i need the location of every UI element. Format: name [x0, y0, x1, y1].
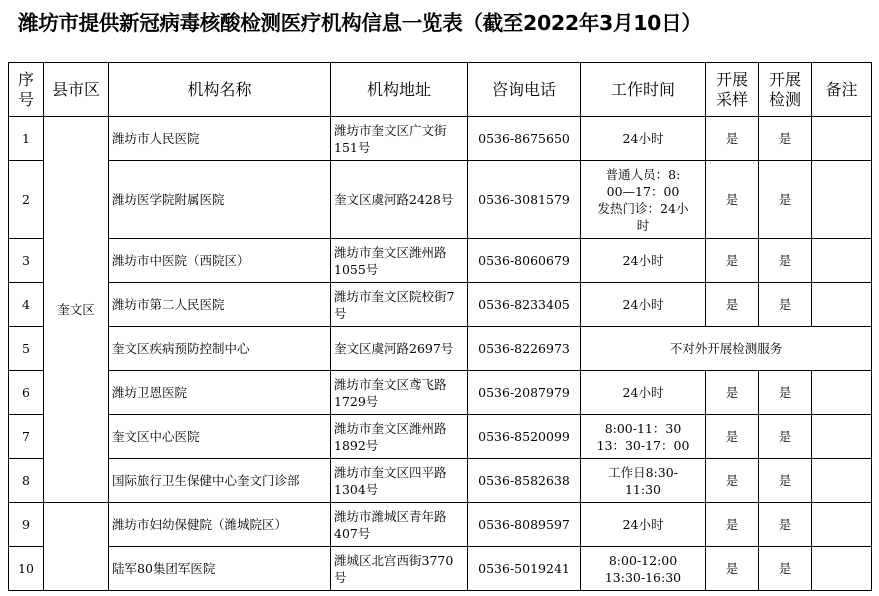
cell-remark [812, 547, 872, 591]
institution-table [8, 62, 872, 591]
cell-sampling: 是 [706, 547, 759, 591]
cell-testing: 是 [759, 239, 812, 283]
cell-sampling: 是 [706, 415, 759, 459]
table-row [9, 283, 872, 327]
page-title: 潍坊市提供新冠病毒核酸检测医疗机构信息一览表（截至2022年3月10日） [18, 11, 702, 35]
cell-phone: 0536-8226973 [468, 327, 581, 371]
table-row [9, 239, 872, 283]
cell-name: 奎文区疾病预防控制中心 [109, 327, 331, 371]
cell-address: 潍城区北宫西街3770号 [331, 547, 468, 591]
cell-remark [812, 161, 872, 239]
cell-hours: 工作日8:30- 11:30 [581, 459, 706, 503]
cell-name: 潍坊市中医院（西院区） [109, 239, 331, 283]
cell-seq: 9 [9, 503, 44, 547]
cell-name: 陆军80集团军医院 [109, 547, 331, 591]
cell-address: 潍坊市奎文区院校街7号 [331, 283, 468, 327]
cell-sampling: 是 [706, 459, 759, 503]
cell-seq: 4 [9, 283, 44, 327]
cell-name: 潍坊市第二人民医院 [109, 283, 331, 327]
cell-testing: 是 [759, 547, 812, 591]
header-testing: 开展 检测 [759, 63, 812, 117]
cell-sampling: 是 [706, 503, 759, 547]
table-row [9, 415, 872, 459]
cell-phone: 0536-8675650 [468, 117, 581, 161]
cell-remark [812, 283, 872, 327]
cell-address: 奎文区虞河路2697号 [331, 327, 468, 371]
cell-address: 潍坊市奎文区潍州路1055号 [331, 239, 468, 283]
header-hours: 工作时间 [581, 63, 706, 117]
cell-testing: 是 [759, 371, 812, 415]
cell-sampling: 是 [706, 371, 759, 415]
cell-name: 潍坊卫恩医院 [109, 371, 331, 415]
cell-address: 潍坊市奎文区四平路1304号 [331, 459, 468, 503]
header-name: 机构名称 [109, 63, 331, 117]
cell-seq: 7 [9, 415, 44, 459]
header-row [9, 63, 872, 117]
header-remark: 备注 [812, 63, 872, 117]
cell-remark [812, 239, 872, 283]
cell-hours: 24小时 [581, 283, 706, 327]
cell-phone: 0536-8520099 [468, 415, 581, 459]
cell-hours: 普通人员：8: 00—17：00 发热门诊：24小 时 [581, 161, 706, 239]
cell-address: 潍坊市潍城区青年路407号 [331, 503, 468, 547]
cell-phone: 0536-8089597 [468, 503, 581, 547]
cell-name: 奎文区中心医院 [109, 415, 331, 459]
cell-seq: 5 [9, 327, 44, 371]
cell-remark [812, 415, 872, 459]
cell-testing: 是 [759, 459, 812, 503]
cell-remark [812, 459, 872, 503]
cell-hours: 24小时 [581, 239, 706, 283]
cell-merged-note: 不对外开展检测服务 [581, 327, 872, 371]
table-row [9, 459, 872, 503]
cell-phone: 0536-2087979 [468, 371, 581, 415]
cell-phone: 0536-8233405 [468, 283, 581, 327]
cell-address: 潍坊市奎文区广文街151号 [331, 117, 468, 161]
cell-sampling: 是 [706, 117, 759, 161]
cell-testing: 是 [759, 415, 812, 459]
cell-name: 国际旅行卫生保健中心奎文门诊部 [109, 459, 331, 503]
cell-phone: 0536-8060679 [468, 239, 581, 283]
cell-phone: 0536-8582638 [468, 459, 581, 503]
table-row [9, 503, 872, 547]
cell-name: 潍坊市人民医院 [109, 117, 331, 161]
cell-seq: 8 [9, 459, 44, 503]
cell-county: 奎文区 [44, 117, 109, 503]
table-row [9, 327, 872, 371]
header-address: 机构地址 [331, 63, 468, 117]
cell-address: 潍坊市奎文区潍州路1892号 [331, 415, 468, 459]
cell-remark [812, 117, 872, 161]
cell-hours: 24小时 [581, 371, 706, 415]
cell-hours: 24小时 [581, 117, 706, 161]
cell-name: 潍坊医学院附属医院 [109, 161, 331, 239]
header-seq: 序 号 [9, 63, 44, 117]
cell-seq: 10 [9, 547, 44, 591]
cell-address: 奎文区虞河路2428号 [331, 161, 468, 239]
cell-sampling: 是 [706, 161, 759, 239]
cell-name: 潍坊市妇幼保健院（潍城院区） [109, 503, 331, 547]
cell-remark [812, 371, 872, 415]
cell-seq: 3 [9, 239, 44, 283]
cell-hours: 8:00-12:00 13:30-16:30 [581, 547, 706, 591]
cell-testing: 是 [759, 283, 812, 327]
cell-seq: 6 [9, 371, 44, 415]
cell-testing: 是 [759, 117, 812, 161]
cell-sampling: 是 [706, 283, 759, 327]
cell-phone: 0536-5019241 [468, 547, 581, 591]
cell-phone: 0536-3081579 [468, 161, 581, 239]
cell-sampling: 是 [706, 239, 759, 283]
header-county: 县市区 [44, 63, 109, 117]
cell-address: 潍坊市奎文区鸢飞路1729号 [331, 371, 468, 415]
header-sampling: 开展 采样 [706, 63, 759, 117]
table-row [9, 161, 872, 239]
table-row [9, 371, 872, 415]
cell-hours: 8:00-11：30 13：30-17：00 [581, 415, 706, 459]
header-phone: 咨询电话 [468, 63, 581, 117]
table-row [9, 117, 872, 161]
cell-hours: 24小时 [581, 503, 706, 547]
cell-county-empty [44, 503, 109, 591]
cell-remark [812, 503, 872, 547]
cell-testing: 是 [759, 161, 812, 239]
cell-seq: 1 [9, 117, 44, 161]
cell-testing: 是 [759, 503, 812, 547]
table-row [9, 547, 872, 591]
cell-seq: 2 [9, 161, 44, 239]
